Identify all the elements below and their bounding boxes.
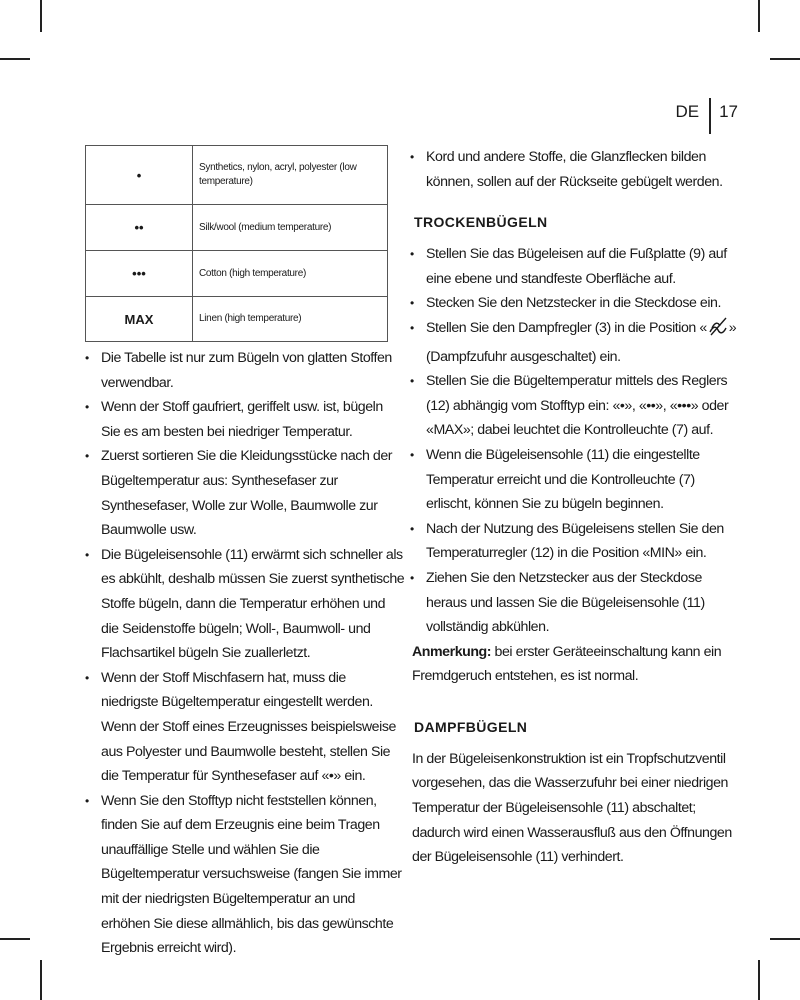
crop-mark-top-left-h [0, 58, 30, 60]
steam-off-icon [707, 316, 729, 345]
fabric-description: Cotton (high temperature) [193, 251, 388, 297]
list-item: • Nach der Nutzung des Bügeleisens stellen Sie den Temperaturregler (12) in die Position «MIN» ein. [410, 517, 738, 566]
list-item: • Stellen Sie das Bügeleisen auf die Fußplatte (9) auf eine ebene und standfeste Oberfläche auf. [410, 242, 738, 291]
list-item: • Stecken Sie den Netzstecker in die Steckdose ein. [410, 291, 738, 316]
crop-mark-bottom-left [40, 960, 42, 1000]
crop-mark-top-right-h [770, 58, 800, 60]
temperature-symbol: • [86, 146, 193, 205]
crop-mark-top-left [40, 0, 42, 32]
language-code: DE [675, 102, 700, 121]
fabric-description: Synthetics, nylon, acryl, polyester (low temperature) [193, 146, 388, 205]
steam-ironing-paragraph: In der Bügeleisenkonstruktion ist ein Tropfschutzventil vorgesehen, das die Wasserzufuhr bei einer niedrigen Temperatur der Bügeleisensohle (11) abschaltet; dadurch wird einen Wasserausfluß aus den Öffnungen der Bügeleisensohle (11) verhindert. [412, 750, 732, 866]
section-title-steam-ironing: DAMPFBÜGELN [414, 718, 528, 735]
list-item: • Die Bügeleisensohle (11) erwärmt sich schneller als es abkühlt, deshalb müssen Sie zuerst synthetische Stoffe bügeln, dann die Temperatur erhöhen und die Seidenstoffe bügeln; Woll-, Baumwoll- und Flachsartikel bügeln Sie zuallerletzt. [85, 543, 405, 666]
note-paragraph [412, 640, 738, 689]
fabric-description: Silk/wool (medium temperature) [193, 205, 388, 251]
note-label: Anmerkung: [412, 643, 492, 660]
list-item: • Die Tabelle ist nur zum Bügeln von glatten Stoffen verwendbar. [85, 346, 405, 395]
note-text: bei erster Geräteeinschaltung kann ein Fremdgeruch entstehen, es ist normal. [412, 643, 722, 685]
temperature-symbol: •• [86, 205, 193, 251]
list-item: • Ziehen Sie den Netzstecker aus der Steckdose heraus und lassen Sie die Bügeleisensohle (11) vollständig abkühlen. [410, 566, 738, 640]
ironing-temperature-table [85, 145, 388, 342]
right-column [410, 145, 738, 870]
ironing-tips-list [85, 346, 405, 961]
table-row [86, 297, 388, 342]
table-row [86, 146, 388, 205]
page-number: 17 [719, 102, 738, 121]
list-item: • Wenn der Stoff Mischfasern hat, muss die niedrigste Bügeltemperatur eingestellt werden. Wenn der Stoff eines Erzeugnisses beispielsweise aus Polyester und Baumwolle besteht, stellen Sie die Temperatur für Synthesefaser auf «•» ein. [85, 666, 405, 789]
table-row [86, 205, 388, 251]
page-header [675, 90, 738, 134]
temperature-symbol: MAX [86, 297, 193, 342]
list-item: • Wenn der Stoff gaufriert, geriffelt usw. ist, bügeln Sie es am besten bei niedriger Temperatur. [85, 395, 405, 444]
list-item-steam-off [410, 316, 738, 369]
list-item: • Stellen Sie die Bügeltemperatur mittels des Reglers (12) abhängig vom Stofftyp ein: «•», «••», «•••» oder «MAX»; dabei leuchtet die Kontrolleuchte (7) auf. [410, 369, 738, 443]
table-row [86, 251, 388, 297]
steam-step-text-after: » (Dampfzufuhr ausgeschaltet) ein. [426, 319, 737, 365]
list-item: • Zuerst sortieren Sie die Kleidungsstücke nach der Bügeltemperatur aus: Synthesefaser zur Synthesefaser, Wolle zur Wolle, Baumwolle zur Baumwolle usw. [85, 444, 405, 542]
list-item: • Wenn die Bügeleisensohle (11) die eingestellte Temperatur erreicht und die Kontrolleuchte (7) erlischt, können Sie zu bügeln beginnen. [410, 443, 738, 517]
temperature-symbol: ••• [86, 251, 193, 297]
section-title-dry-ironing: TROCKENBÜGELN [414, 214, 548, 231]
left-column [85, 145, 405, 961]
fabric-description: Linen (high temperature) [193, 297, 388, 342]
crop-mark-bottom-left-h [0, 938, 30, 940]
fabric-tips-list [410, 145, 738, 194]
crop-mark-bottom-right-h [770, 938, 800, 940]
dry-ironing-steps [410, 242, 738, 640]
crop-mark-bottom-right [758, 960, 760, 1000]
list-item: • Kord und andere Stoffe, die Glanzflecken bilden können, sollen auf der Rückseite gebügelt werden. [410, 145, 738, 194]
crop-mark-top-right [758, 0, 760, 32]
list-item: • Wenn Sie den Stofftyp nicht feststellen können, finden Sie auf dem Erzeugnis eine beim Tragen unauffällige Stelle und wählen Sie die Bügeltemperatur versuchsweise (fangen Sie immer mit der niedrigsten Bügeltemperatur an und erhöhen Sie diese allmählich, bis das gewünschte Ergebnis erreicht wird). [85, 789, 405, 961]
steam-step-text-before: Stellen Sie den Dampfregler (3) in die Position « [426, 319, 707, 336]
